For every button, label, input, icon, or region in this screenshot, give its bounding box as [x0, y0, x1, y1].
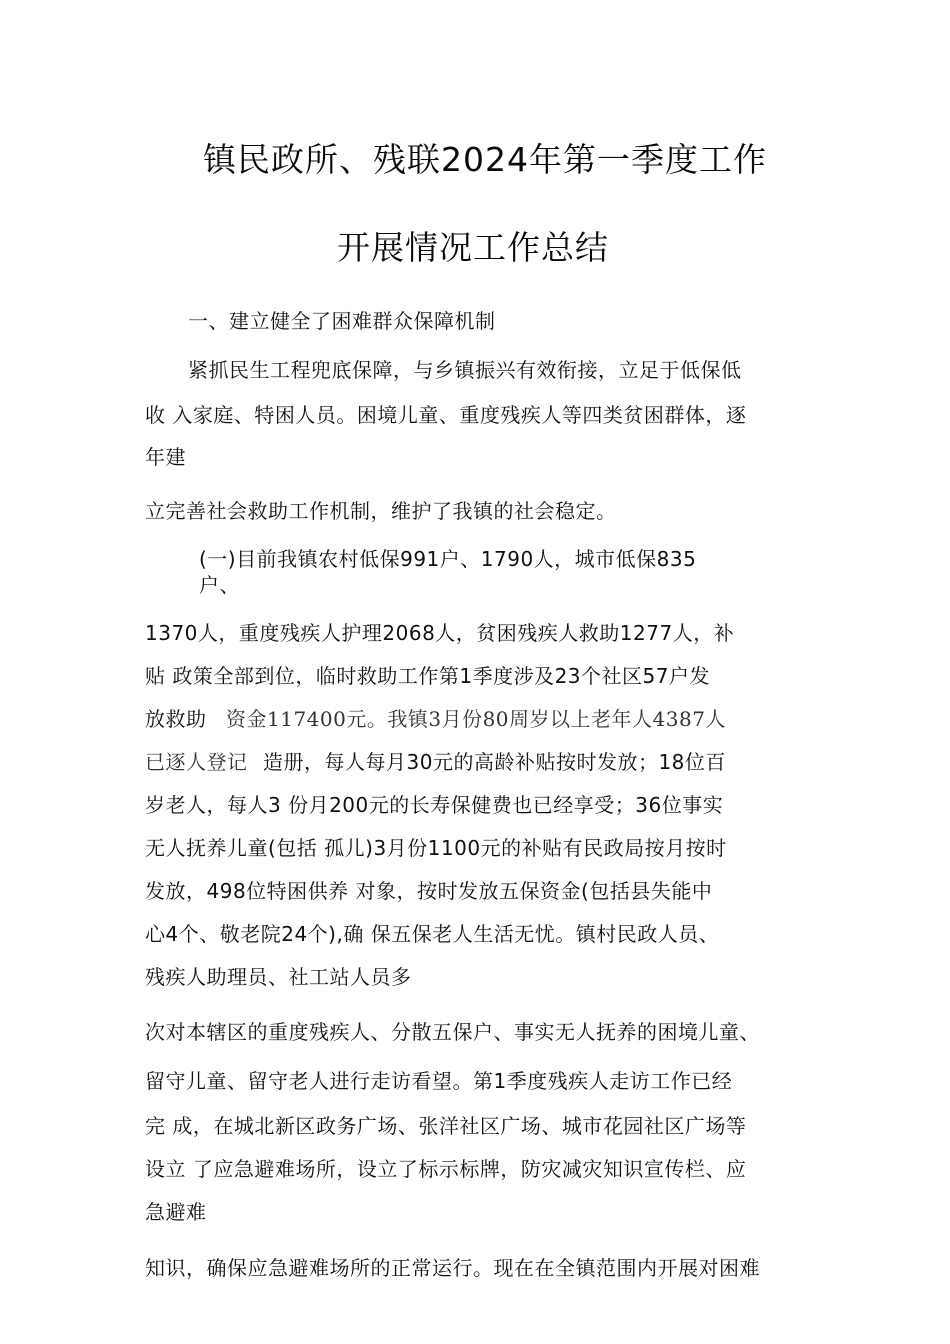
- body-line: 户、: [199, 573, 240, 597]
- body-line: 完 成，在城北新区政务广场、张洋社区广场、城市花园社区广场等: [145, 1114, 747, 1138]
- document-title-line-2: 开展情况工作总结: [337, 228, 609, 267]
- body-line: 无人抚养儿童(包括 孤儿)3月份1100元的补贴有民政局按月按时: [145, 836, 727, 860]
- body-line: 年建: [145, 445, 186, 469]
- body-line: (一)目前我镇农村低保991户、1790人，城市低保835: [199, 547, 697, 571]
- body-line: 1370人，重度残疾人护理2068人，贫困残疾人救助1277人，补: [145, 621, 735, 645]
- body-line: 残疾人助理员、社工站人员多: [145, 965, 412, 989]
- section-heading: 一、建立健全了困难群众保障机制: [188, 309, 496, 333]
- document-title-line-1: 镇民政所、残联2024年第一季度工作: [203, 140, 767, 179]
- body-line: 造册，每人每月30元的高龄补贴按时发放；18位百: [263, 750, 726, 774]
- body-line: 收 入家庭、特困人员。困境儿童、重度残疾人等四类贫困群体，逐: [145, 403, 747, 427]
- body-line: 心4个、敬老院24个),确 保五保老人生活无忧。镇村民政人员、: [145, 922, 720, 946]
- body-line: 紧抓民生工程兜底保障，与乡镇振兴有效衔接，立足于低保低: [188, 358, 742, 382]
- body-line: 发放，498位特困供养 对象，按时发放五保资金(包括县失能中: [145, 879, 713, 903]
- body-line-serif: 已逐人登记: [145, 750, 248, 774]
- body-line: 岁老人，每人3 份月200元的长寿保健费也已经享受；36位事实: [145, 793, 724, 817]
- body-line: 知识，确保应急避难场所的正常运行。现在在全镇范围内开展对困难: [145, 1256, 760, 1280]
- body-line: 次对本辖区的重度残疾人、分散五保户、事实无人抚养的困境儿童、: [145, 1020, 760, 1044]
- body-line: 贴 政策全部到位，临时救助工作第1季度涉及23个社区57户发: [145, 664, 710, 688]
- body-line: 留守儿童、留守老人进行走访看望。第1季度残疾人走访工作已经: [145, 1069, 733, 1093]
- body-line: 放救助: [145, 707, 207, 731]
- body-line: 急避难: [145, 1200, 207, 1224]
- body-line-serif: 资金117400元。我镇3月份80周岁以上老年人4387人: [226, 707, 726, 731]
- body-line: 设立 了应急避难场所，设立了标示标牌，防灾减灾知识宣传栏、应: [145, 1157, 747, 1181]
- body-line: 立完善社会救助工作机制，维护了我镇的社会稳定。: [145, 499, 617, 523]
